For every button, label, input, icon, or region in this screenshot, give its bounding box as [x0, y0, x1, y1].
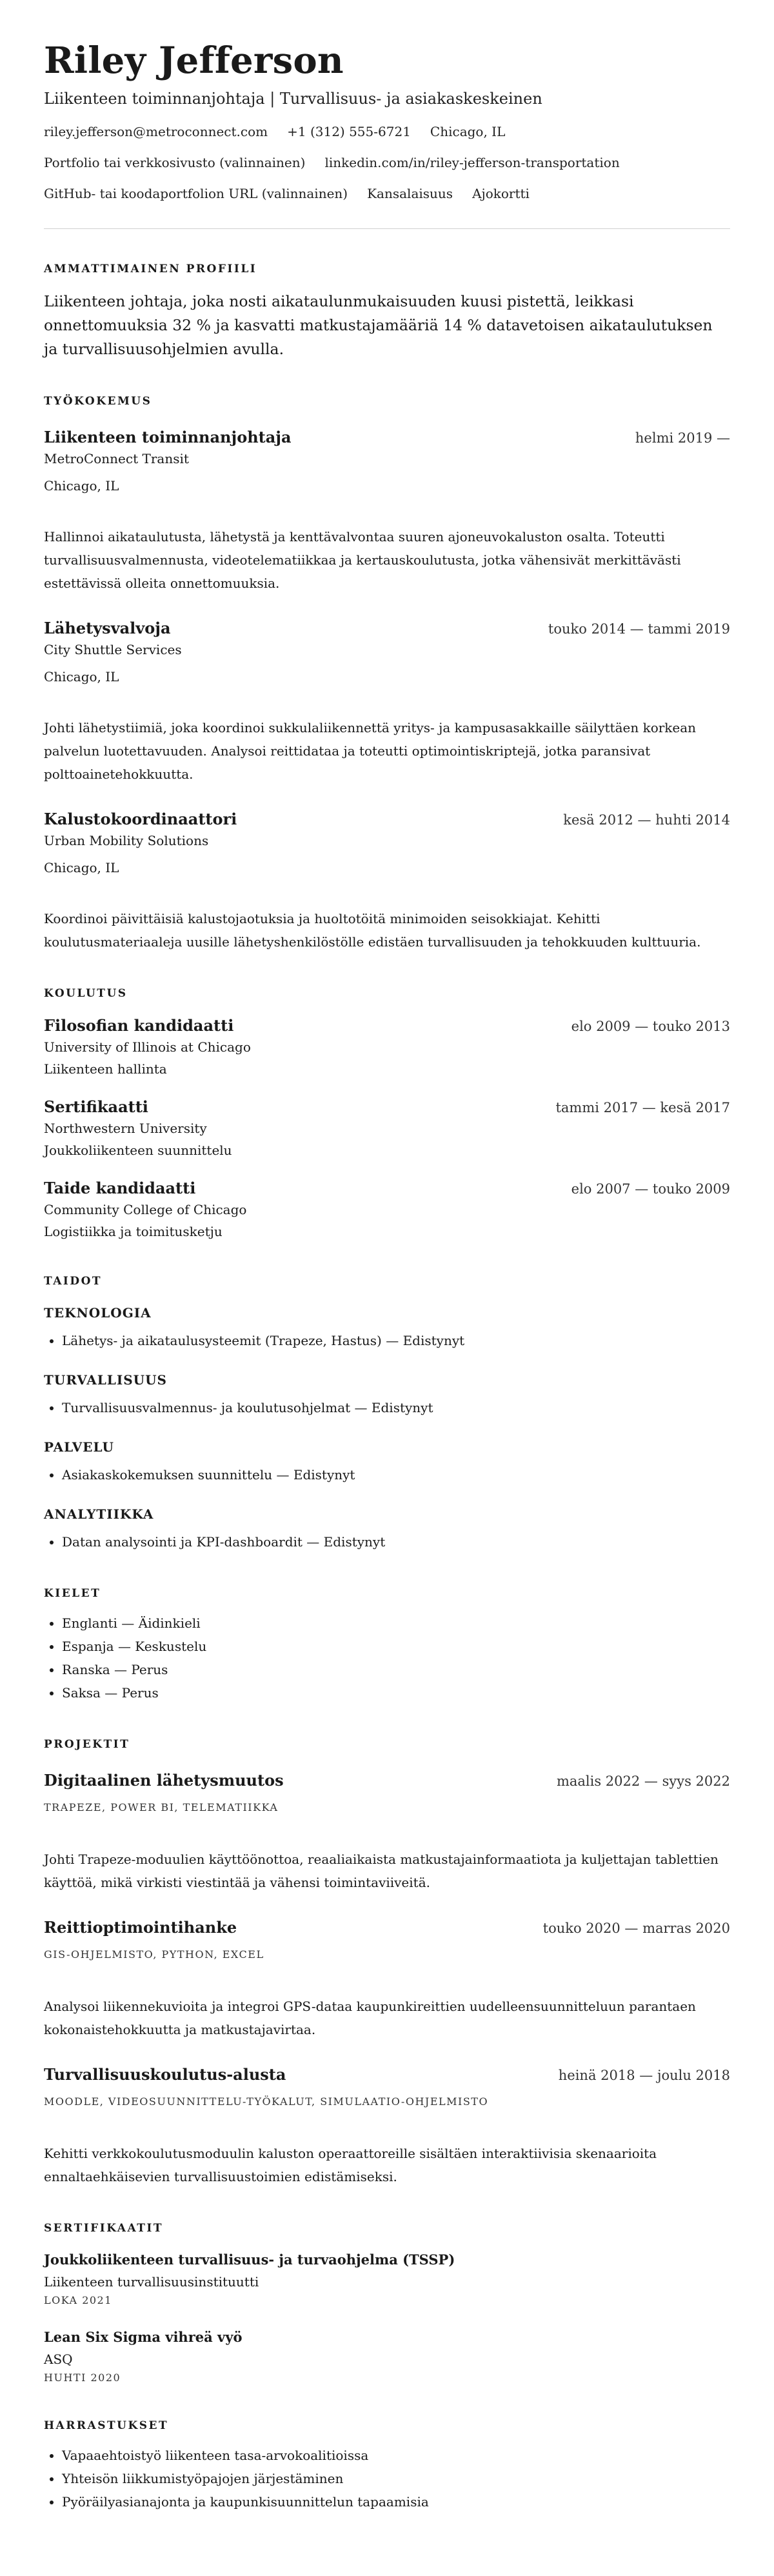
profile-summary: Liikenteen johtaja, joka nosti aikataulunmukaisuuden kuusi pistettä, leikkasi onnettomuuksia 32 % ja kasvatti matkustajamääriä 14 % datavetoisen aikataulutuksen ja turvallisuusohjelmien avulla. — [44, 292, 713, 358]
job-date: helmi 2019 — — [635, 430, 730, 446]
project-tech: TRAPEZE, POWER BI, TELEMATIIKKA — [44, 1801, 279, 1813]
job-description: Johti lähetystiimiä, joka koordinoi sukkulaliikennettä yritys- ja kampusasakkaille säilyttäen korkean palvelun luotettavuuden. Analysoi reittidataa ja toteutti optimointiskriptejä, jotka paransivat polttoainetehokkuutta. — [44, 720, 697, 782]
school-name: Northwestern University — [44, 1121, 207, 1136]
project-date: heinä 2018 — joulu 2018 — [558, 2068, 730, 2083]
language-item: • Ranska — Perus — [62, 1658, 730, 1681]
header-divider — [44, 228, 730, 229]
section-title: HARRASTUKSET — [44, 2419, 169, 2432]
contact-row-primary — [44, 123, 730, 141]
section-title: KOULUTUS — [44, 987, 128, 1000]
school-name: Community College of Chicago — [44, 1202, 247, 1217]
projects-section — [44, 1737, 730, 2188]
certification-entry — [44, 2250, 730, 2308]
contact-license: Ajokortti — [472, 186, 530, 201]
skill-item: • Datan analysointi ja KPI-dashboardit — Edistynyt — [62, 1530, 730, 1553]
section-title: KIELET — [44, 1587, 101, 1600]
skill-item: • Turvallisuusvalmennus- ja koulutusohjelmat — Edistynyt — [62, 1396, 730, 1419]
profile-section — [44, 261, 730, 361]
experience-section — [44, 394, 730, 954]
education-entry — [44, 1015, 730, 1079]
certifications-section — [44, 2221, 730, 2386]
resume-header — [44, 37, 730, 229]
contact-row-links — [44, 154, 730, 172]
contact-portfolio[interactable]: Portfolio tai verkkosivusto (valinnainen) — [44, 155, 306, 170]
job-company: Urban Mobility Solutions — [44, 833, 209, 848]
job-location: Chicago, IL — [44, 669, 119, 684]
project-title: Digitaalinen lähetysmuutos — [44, 1771, 284, 1790]
skill-category: TURVALLISUUS — [44, 1372, 167, 1388]
certification-date: LOKA 2021 — [44, 2294, 112, 2306]
contact-github[interactable]: GitHub- tai koodaportfolion URL (valinnainen) — [44, 186, 348, 201]
education-entry — [44, 1178, 730, 1241]
skill-category: ANALYTIIKKA — [44, 1506, 154, 1522]
project-title: Turvallisuuskoulutus-alusta — [44, 2065, 286, 2084]
candidate-headline: Liikenteen toiminnanjohtaja | Turvallisuus- ja asiakaskeskeinen — [44, 90, 542, 108]
contact-email[interactable]: riley.jefferson@metroconnect.com — [44, 124, 268, 139]
job-date: touko 2014 — tammi 2019 — [548, 621, 730, 637]
skill-item: • Asiakaskokemuksen suunnittelu — Edistynyt — [62, 1463, 730, 1486]
job-company: City Shuttle Services — [44, 642, 182, 657]
project-entry — [44, 1770, 730, 1894]
hobby-item: • Pyöräilyasianajonta ja kaupunkisuunnittelun tapaamisia — [62, 2490, 730, 2513]
certification-name: Lean Six Sigma vihreä vyö — [44, 2329, 243, 2345]
project-date: touko 2020 — marras 2020 — [542, 1921, 730, 1936]
education-date: elo 2009 — touko 2013 — [571, 1019, 730, 1034]
language-item: • Saksa — Perus — [62, 1681, 730, 1704]
job-description: Koordinoi päivittäisiä kalustojaotuksia ja huoltotöitä minimoiden seisokkiajat. Kehitti koulutusmateriaaleja uusille lähetyshenkilöstölle edistäen turvallisuuden ja tehokkuuden kulttuuria. — [44, 911, 701, 950]
skill-category: TEKNOLOGIA — [44, 1305, 152, 1321]
degree-title: Sertifikaatti — [44, 1097, 148, 1116]
skill-list — [44, 1463, 730, 1486]
certification-issuer: Liikenteen turvallisuusinstituutti — [44, 2274, 259, 2290]
certification-entry — [44, 2328, 730, 2386]
job-title: Lähetysvalvoja — [44, 619, 171, 637]
project-entry — [44, 1917, 730, 2041]
section-title: SERTIFIKAATIT — [44, 2222, 163, 2235]
project-tech: GIS-OHJELMISTO, PYTHON, EXCEL — [44, 1948, 264, 1961]
contact-phone[interactable]: +1 (312) 555-6721 — [287, 124, 411, 139]
languages-section — [44, 1586, 730, 1704]
school-name: University of Illinois at Chicago — [44, 1039, 251, 1055]
section-title: TYÖKOKEMUS — [44, 395, 152, 408]
skill-list — [44, 1530, 730, 1553]
hobby-list — [44, 2444, 730, 2513]
job-company: MetroConnect Transit — [44, 451, 189, 466]
language-item: • Espanja — Keskustelu — [62, 1635, 730, 1658]
certification-name: Joukkoliikenteen turvallisuus- ja turvaohjelma (TSSP) — [44, 2252, 455, 2268]
job-date: kesä 2012 — huhti 2014 — [563, 812, 730, 828]
job-title: Kalustokoordinaattori — [44, 810, 237, 828]
project-description: Johti Trapeze-moduulien käyttöönottoa, reaaliaikaista matkustajainformaatiota ja kuljettajan tablettien käyttöä, mikä virkisti viestintää ja vähensi toimintaviiveitä. — [44, 1852, 719, 1890]
skill-list — [44, 1396, 730, 1419]
field-of-study: Liikenteen hallinta — [44, 1061, 167, 1077]
education-date: tammi 2017 — kesä 2017 — [555, 1100, 730, 1115]
project-description: Analysoi liikennekuvioita ja integroi GPS-dataa kaupunkireittien uudelleensuunnitteluun parantaen kokonaistehokkuutta ja matkustajavirtaa. — [44, 1999, 696, 2037]
section-title: PROJEKTIT — [44, 1738, 130, 1751]
project-date: maalis 2022 — syys 2022 — [556, 1773, 730, 1789]
skills-section — [44, 1273, 730, 1553]
degree-title: Filosofian kandidaatti — [44, 1016, 234, 1035]
contact-row-extra — [44, 185, 730, 203]
project-entry — [44, 2064, 730, 2188]
contact-citizenship: Kansalaisuus — [367, 186, 453, 201]
project-title: Reittioptimointihanke — [44, 1918, 237, 1937]
education-date: elo 2007 — touko 2009 — [571, 1181, 730, 1197]
job-title: Liikenteen toiminnanjohtaja — [44, 428, 292, 446]
job-location: Chicago, IL — [44, 478, 119, 494]
job-description: Hallinnoi aikataulutusta, lähetystä ja kenttävalvontaa suuren ajoneuvokaluston osalta. Toteutti turvallisuusvalmennusta, videotelematiikkaa ja kertauskoulutusta, jotka vähensivät merkittävästi estettävissä olleita onnettomuuksia. — [44, 529, 681, 591]
skill-category: PALVELU — [44, 1439, 114, 1455]
language-item: • Englanti — Äidinkieli — [62, 1612, 730, 1635]
hobbies-section — [44, 2418, 730, 2513]
section-title: AMMATTIMAINEN PROFIILI — [44, 263, 257, 275]
skill-list — [44, 1329, 730, 1352]
skill-item: • Lähetys- ja aikataulusysteemit (Trapeze, Hastus) — Edistynyt — [62, 1329, 730, 1352]
field-of-study: Joukkoliikenteen suunnittelu — [44, 1143, 232, 1158]
hobby-item: • Yhteisön liikkumistyöpajojen järjestäminen — [62, 2467, 730, 2490]
experience-entry — [44, 618, 730, 786]
hobby-item: • Vapaaehtoistyö liikenteen tasa-arvokoalitioissa — [62, 2444, 730, 2467]
experience-entry — [44, 427, 730, 595]
job-location: Chicago, IL — [44, 860, 119, 875]
contact-linkedin[interactable]: linkedin.com/in/riley-jefferson-transportation — [324, 155, 620, 170]
field-of-study: Logistiikka ja toimitusketju — [44, 1224, 223, 1239]
project-tech: MOODLE, VIDEOSUUNNITTELU-TYÖKALUT, SIMULAATIO-OHJELMISTO — [44, 2095, 489, 2108]
contact-location: Chicago, IL — [430, 124, 506, 139]
certification-date: HUHTI 2020 — [44, 2371, 121, 2384]
education-entry — [44, 1097, 730, 1160]
language-list — [44, 1612, 730, 1704]
experience-entry — [44, 809, 730, 954]
project-description: Kehitti verkkokoulutusmoduulin kaluston operaattoreille sisältäen interaktiivisia skenaarioita ennaltaehkäisevien turvallisuustoimien edistämiseksi. — [44, 2146, 657, 2184]
degree-title: Taide kandidaatti — [44, 1179, 196, 1197]
section-title: TAIDOT — [44, 1275, 103, 1288]
certification-issuer: ASQ — [44, 2351, 73, 2367]
education-section — [44, 986, 730, 1241]
candidate-name: Riley Jefferson — [44, 39, 344, 82]
